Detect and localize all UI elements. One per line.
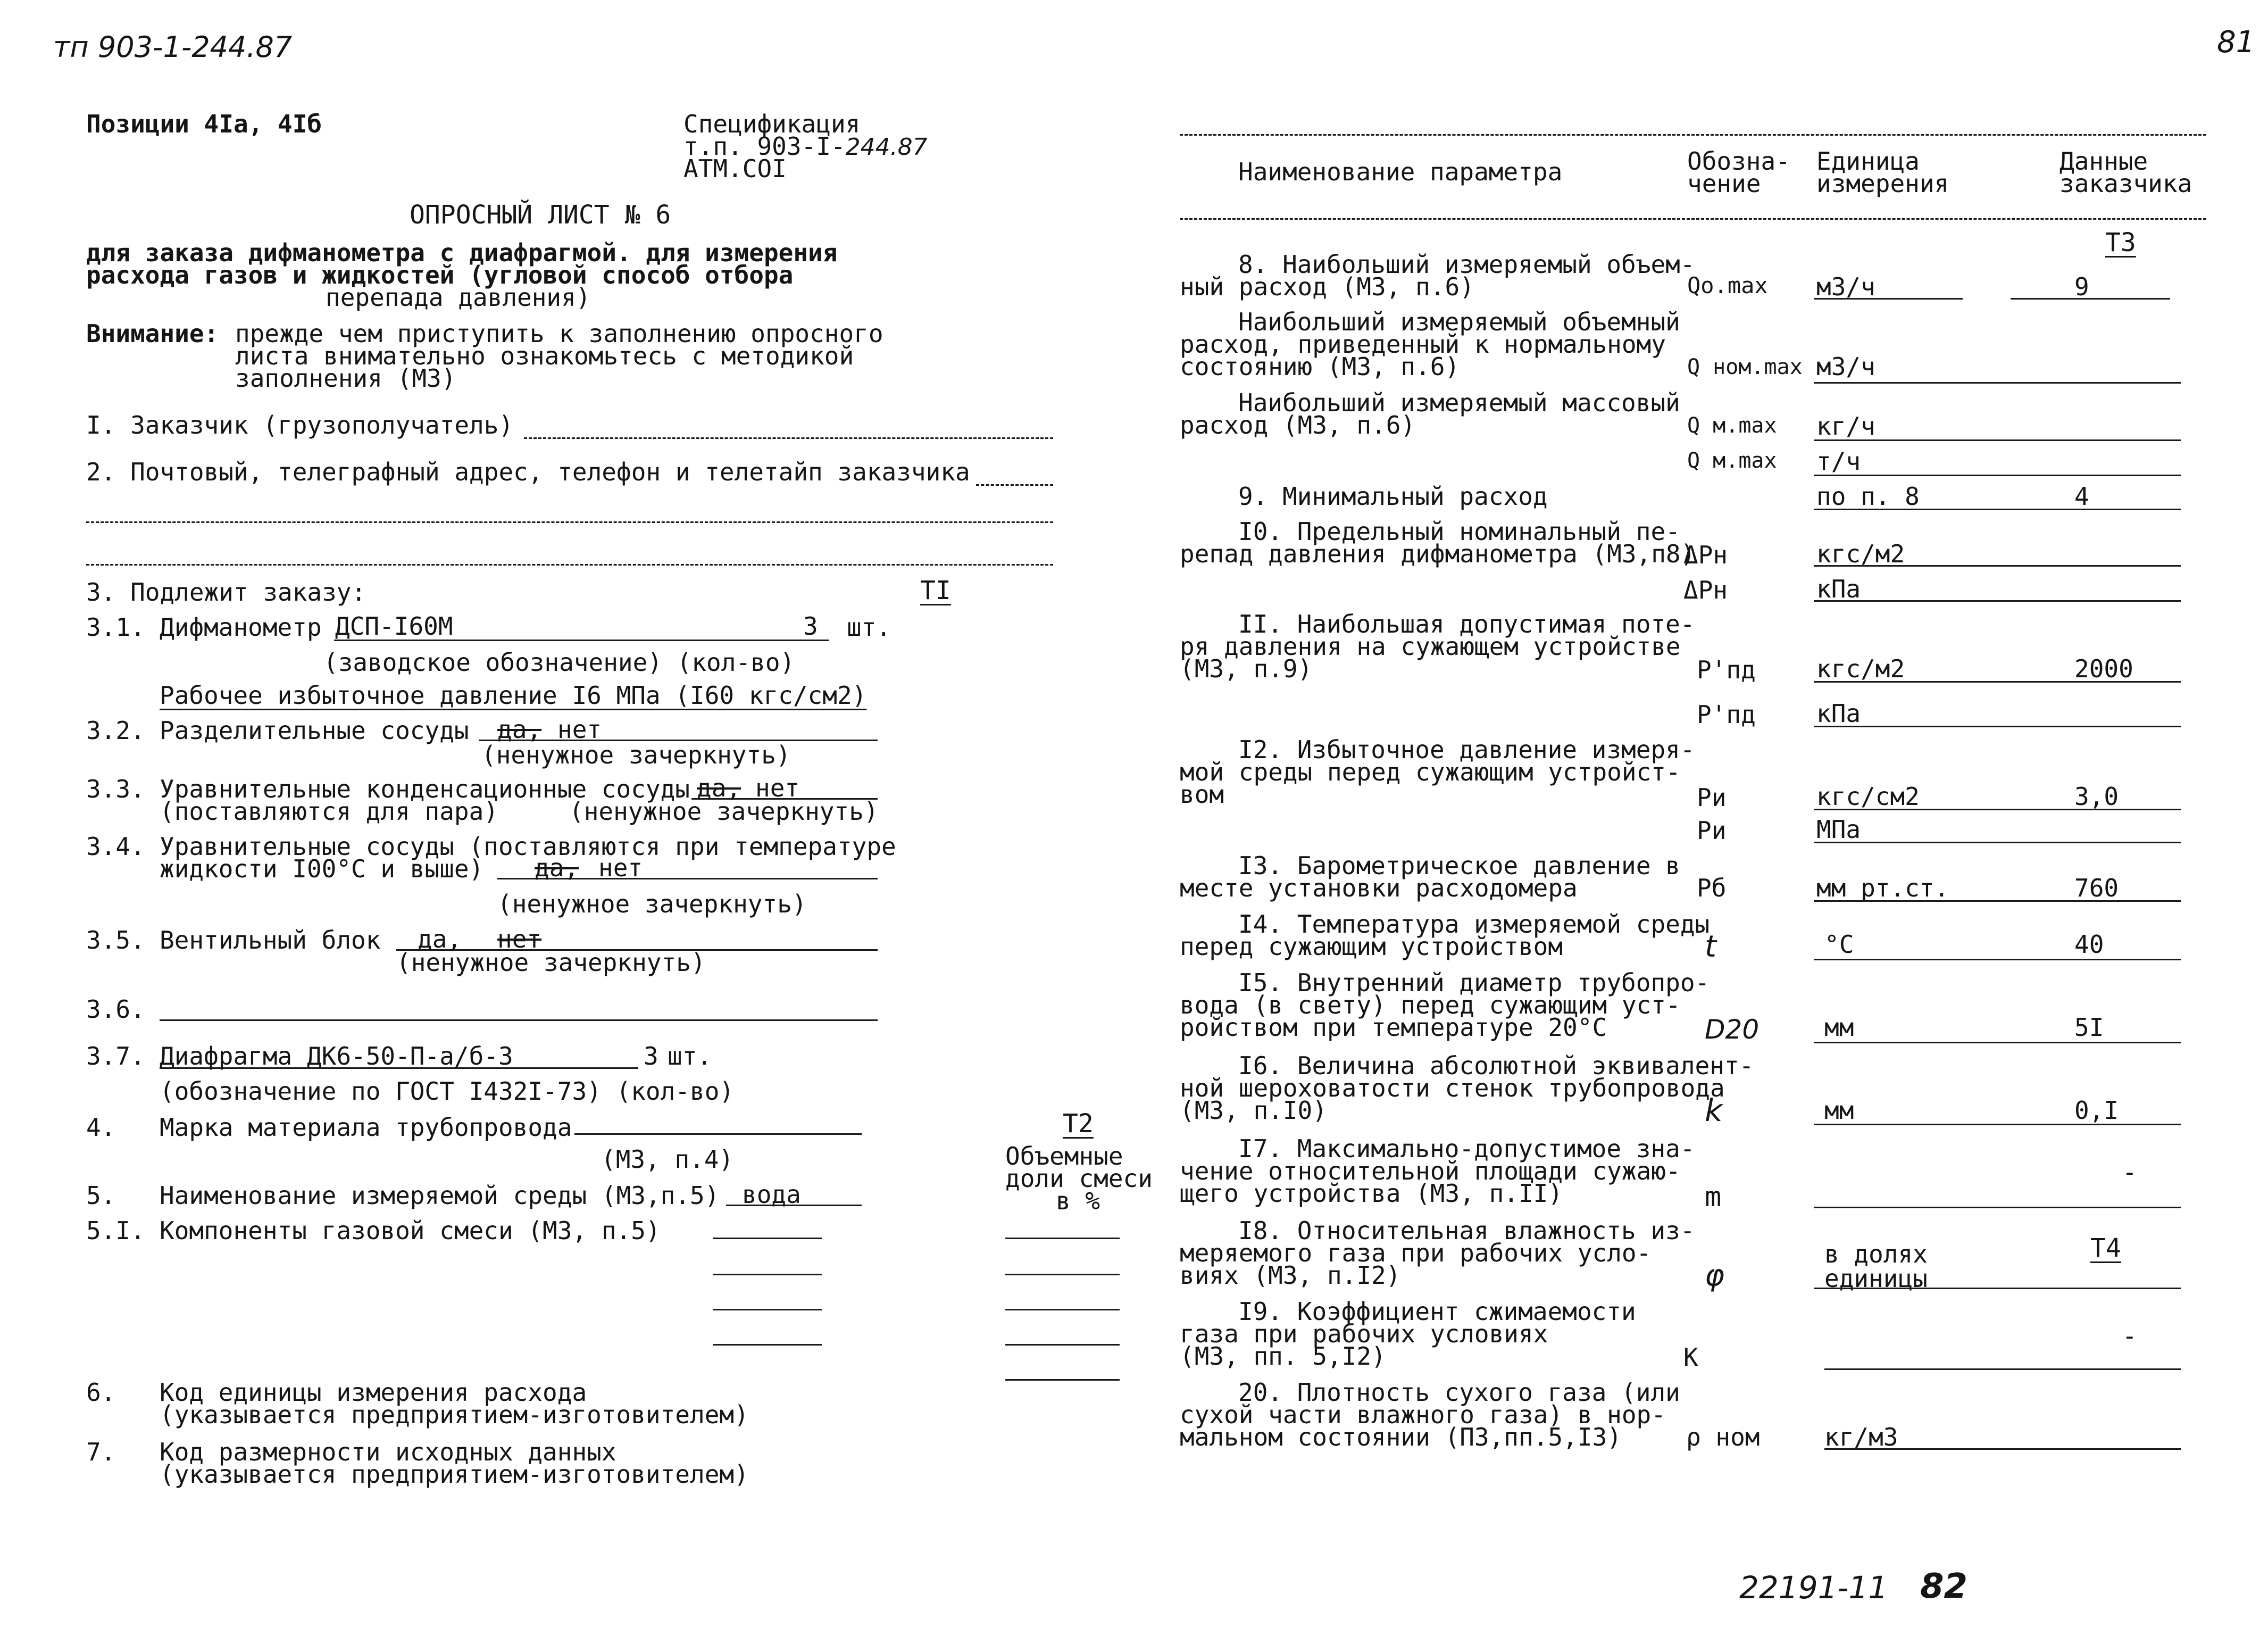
subtitle-line-3: перепада давления) bbox=[326, 283, 591, 312]
row-19-line[interactable] bbox=[1824, 1368, 2181, 1370]
item-5-1-label: Компоненты газовой смеси (МЗ, п.5) bbox=[160, 1216, 661, 1245]
row-16-symbol: k bbox=[1705, 1092, 1723, 1128]
spec-code: АТМ.СОI bbox=[683, 154, 787, 183]
row-11b-symbol: Р'пд bbox=[1697, 700, 1756, 729]
row-18-symbol: φ bbox=[1705, 1258, 1724, 1293]
row-15-value: 5I bbox=[2074, 1013, 2104, 1042]
document-title: ОПРОСНЫЙ ЛИСТ № 6 bbox=[410, 200, 671, 230]
row-10-name-1: I0. Предельный номинальный пе- bbox=[1238, 517, 1680, 546]
row-8-symbol: Qо.max bbox=[1687, 272, 1768, 298]
row-16-value: 0,I bbox=[2074, 1096, 2119, 1125]
row-8c-unit: кг/ч bbox=[1816, 412, 1875, 441]
volume-fractions-label-2: доли смеси bbox=[1005, 1164, 1153, 1193]
gas-fraction-line-5[interactable] bbox=[1005, 1379, 1120, 1381]
column-header-unit-2: измерения bbox=[1816, 169, 1949, 198]
row-11-symbol: Р'пд bbox=[1697, 655, 1756, 684]
item-3-3-yes-struck: да, bbox=[697, 774, 741, 802]
row-13-line[interactable] bbox=[1814, 900, 2181, 902]
item-3-5-yes: да, bbox=[418, 925, 462, 953]
column-header-unit-1: Единица bbox=[1816, 147, 1920, 176]
row-9-line[interactable] bbox=[1814, 509, 2181, 510]
page-number: 81 bbox=[2217, 25, 2255, 60]
row-15-name-1: I5. Внутренний диаметр трубопро- bbox=[1238, 968, 1710, 997]
row-17-symbol: m bbox=[1705, 1181, 1722, 1213]
row-12-line[interactable] bbox=[1814, 809, 2181, 810]
row-20-name-2: сухой части влажного газа) в нор- bbox=[1180, 1400, 1666, 1429]
item-3-1-unit: шт. bbox=[847, 613, 891, 642]
row-15-symbol: D20 bbox=[1705, 1014, 1760, 1045]
subtitle-line-1: для заказа дифманометра с диафрагмой. для измерения bbox=[86, 238, 838, 267]
item-5-value: вода bbox=[742, 1180, 801, 1209]
row-18-name-3: виях (МЗ, п.I2) bbox=[1180, 1261, 1401, 1290]
row-12-symbol: Ри bbox=[1697, 783, 1727, 812]
address-field-line-3[interactable] bbox=[86, 564, 1053, 566]
item-3-5-no-struck: нет bbox=[497, 925, 542, 953]
item-7-label-2: (указывается предприятием-изготовителем) bbox=[160, 1460, 749, 1489]
row-13-symbol: Рб bbox=[1697, 874, 1727, 902]
row-15-unit: мм bbox=[1824, 1013, 1854, 1042]
item-3-4-label-1: Уравнительные сосуды (поставляются при температуре bbox=[160, 832, 896, 861]
row-8c-symbol: Q м.max bbox=[1687, 413, 1777, 438]
row-18-line[interactable] bbox=[1814, 1288, 2181, 1289]
column-header-symbol-2: чение bbox=[1687, 169, 1761, 198]
column-header-data-1: Данные bbox=[2059, 147, 2148, 176]
row-8d-unit: т/ч bbox=[1816, 447, 1861, 476]
row-13-name-2: месте установки расходомера bbox=[1180, 874, 1578, 902]
gas-fraction-line-1[interactable] bbox=[1005, 1238, 1120, 1239]
volume-fractions-label-1: Объемные bbox=[1005, 1142, 1123, 1171]
row-19-name-3: (МЗ, пп. 5,I2) bbox=[1180, 1342, 1386, 1371]
row-14-name-2: перед сужающим устройством bbox=[1180, 932, 1563, 961]
row-9-name-1: 9. Минимальный расход bbox=[1238, 482, 1548, 511]
item-7-number: 7. bbox=[86, 1438, 116, 1466]
item-3-6-line[interactable] bbox=[160, 1019, 878, 1021]
row-20-name-3: мальном состоянии (ПЗ,пп.5,I3) bbox=[1180, 1423, 1622, 1451]
gas-fraction-line-2[interactable] bbox=[1005, 1274, 1120, 1275]
row-14-name-1: I4. Температура измеряемой среды bbox=[1238, 910, 1710, 939]
row-12b-symbol: Ри bbox=[1697, 816, 1727, 845]
row-12-name-2: мой среды перед сужающим устройст- bbox=[1180, 758, 1681, 786]
row-14-line[interactable] bbox=[1814, 959, 2181, 960]
attention-line-2: листа внимательно ознакомьтесь с методикой bbox=[235, 342, 854, 370]
row-8-value: 9 bbox=[2074, 272, 2089, 301]
row-12-name-1: I2. Избыточное давление измеря- bbox=[1238, 735, 1695, 764]
row-16-line[interactable] bbox=[1814, 1124, 2181, 1125]
item-2-address: 2. Почтовый, телеграфный адрес, телефон и телетайп заказчика bbox=[86, 458, 970, 486]
row-8-name-1: 8. Наибольший измеряемый объем- bbox=[1238, 250, 1695, 279]
item-3-7-qty: 3 bbox=[644, 1042, 658, 1070]
row-14-unit: °С bbox=[1824, 930, 1854, 959]
item-3-3-no: нет bbox=[755, 774, 800, 802]
item-6-label-2: (указывается предприятием-изготовителем) bbox=[160, 1400, 749, 1429]
row-10-line[interactable] bbox=[1814, 565, 2181, 567]
row-12-value: 3,0 bbox=[2074, 782, 2119, 811]
gas-component-line-4[interactable] bbox=[713, 1344, 822, 1346]
row-11-unit: кгс/м2 bbox=[1816, 654, 1905, 683]
gas-component-line-1[interactable] bbox=[713, 1238, 822, 1239]
gas-component-line-2[interactable] bbox=[713, 1274, 822, 1275]
item-3-3-note: (ненужное зачеркнуть) bbox=[569, 797, 879, 826]
row-10-symbol: ΔРн bbox=[1683, 541, 1728, 569]
table-top-rule bbox=[1180, 134, 2206, 136]
item-3-3-sub: (поставляются для пара) bbox=[160, 797, 498, 826]
item-3-5-number: 3.5. bbox=[86, 926, 145, 954]
row-16-name-1: I6. Величина абсолютной эквивалент- bbox=[1238, 1051, 1754, 1080]
row-17-value: - bbox=[2122, 1158, 2137, 1186]
column-header-data-2: заказчика bbox=[2059, 169, 2192, 198]
row-8b-line[interactable] bbox=[1814, 382, 2181, 384]
item-3-1-number: 3.1. bbox=[86, 613, 145, 642]
row-11b-line[interactable] bbox=[1814, 726, 2181, 727]
row-18-name-2: меряемого газа при рабочих усло- bbox=[1180, 1239, 1652, 1267]
row-13-unit: мм рт.ст. bbox=[1816, 874, 1949, 902]
row-10b-line[interactable] bbox=[1814, 600, 2181, 602]
row-17-name-1: I7. Максимально-допустимое зна- bbox=[1238, 1134, 1695, 1163]
row-12-unit: кгс/см2 bbox=[1816, 782, 1920, 811]
item-3-2-note: (ненужное зачеркнуть) bbox=[481, 741, 791, 769]
item-3-2-no: нет bbox=[557, 715, 602, 744]
row-8b-name-1: Наибольший измеряемый объемный bbox=[1238, 308, 1680, 336]
footer-page-number: 82 bbox=[1920, 1567, 1968, 1606]
table-mark-t1: TI bbox=[920, 576, 951, 605]
row-14-symbol: t bbox=[1705, 929, 1716, 964]
row-16-name-3: (МЗ, п.I0) bbox=[1180, 1096, 1327, 1125]
table-header-rule bbox=[1180, 218, 2206, 220]
row-10b-symbol: ΔРн bbox=[1683, 576, 1728, 604]
item-3-1-model-line bbox=[334, 640, 829, 641]
item-3-7-note: (обозначение по ГОСТ I432I-73) (кол-во) bbox=[160, 1077, 735, 1106]
item-3-5-note: (ненужное зачеркнуть) bbox=[396, 948, 706, 977]
item-3-4-label-2: жидкости I00°С и выше) bbox=[160, 854, 484, 883]
item-3-1-note: (заводское обозначение) (кол-во) bbox=[323, 648, 795, 677]
row-17-line[interactable] bbox=[1814, 1207, 2181, 1208]
row-8-value-line[interactable] bbox=[2011, 298, 2170, 300]
column-header-parameter: Наименование параметра bbox=[1238, 157, 1563, 186]
attention-label: Внимание: bbox=[86, 319, 219, 348]
row-19-name-1: I9. Коэффициент сжимаемости bbox=[1238, 1297, 1636, 1326]
row-8b-name-2: расход, приведенный к нормальному bbox=[1180, 330, 1666, 359]
gas-fraction-line-3[interactable] bbox=[1005, 1309, 1120, 1310]
item-3-4-number: 3.4. bbox=[86, 832, 145, 861]
row-13-value: 760 bbox=[2074, 874, 2119, 902]
row-16-name-2: ной шероховатости стенок трубопровода bbox=[1180, 1074, 1725, 1102]
item-3-1-qty: 3 bbox=[803, 612, 818, 641]
row-20-line[interactable] bbox=[1824, 1448, 2181, 1450]
row-11-value: 2000 bbox=[2074, 654, 2133, 683]
customer-field-line[interactable] bbox=[524, 437, 1053, 439]
row-13-name-1: I3. Барометрическое давление в bbox=[1238, 851, 1680, 880]
item-4-number: 4. bbox=[86, 1113, 116, 1142]
row-11-name-1: II. Наибольшая допустимая поте- bbox=[1238, 610, 1695, 638]
item-3-3-number: 3.3. bbox=[86, 775, 145, 803]
item-4-label: Марка материала трубопровода bbox=[160, 1113, 572, 1142]
item-3-4-yes-struck: да, bbox=[535, 853, 579, 882]
item-3-1-working-pressure: Рабочее избыточное давление I6 МПа (I60 кгс/см2) bbox=[160, 681, 867, 710]
item-3-7-diaphragm: Диафрагма ДК6-50-П-а/б-3 bbox=[160, 1042, 513, 1070]
row-12-name-3: вом bbox=[1180, 780, 1224, 809]
row-11-name-3: (МЗ, п.9) bbox=[1180, 654, 1313, 683]
spec-project: т.п. 903-I-244.87 bbox=[683, 132, 928, 161]
item-6-label-1: Код единицы измерения расхода bbox=[160, 1378, 587, 1407]
row-18-unit: в долях единицы bbox=[1824, 1240, 1928, 1293]
row-15-name-3: ройством при температуре 20°С bbox=[1180, 1013, 1607, 1042]
attention-line-3: заполнения (МЗ) bbox=[235, 364, 456, 393]
item-3-2-label: Разделительные сосуды bbox=[160, 716, 469, 745]
row-8b-name-3: состоянию (МЗ, п.6) bbox=[1180, 352, 1460, 381]
item-3-1-model: ДСП-I60М bbox=[335, 612, 453, 641]
row-18-name-1: I8. Относительная влажность из- bbox=[1238, 1216, 1695, 1245]
row-10-unit: кгс/м2 bbox=[1816, 539, 1905, 568]
table-mark-t3: Т3 bbox=[2105, 228, 2136, 258]
row-15-name-2: вода (в свету) перед сужающим уст- bbox=[1180, 991, 1681, 1019]
address-field-line-1[interactable] bbox=[976, 484, 1053, 486]
row-15-line[interactable] bbox=[1814, 1042, 2181, 1043]
address-field-line-2[interactable] bbox=[86, 521, 1053, 523]
item-3-to-order: 3. Подлежит заказу: bbox=[86, 578, 366, 607]
row-11-name-2: ря давления на сужающем устройстве bbox=[1180, 632, 1681, 661]
item-3-4-no: нет bbox=[598, 853, 643, 882]
row-17-name-2: чение относительной площади сужаю- bbox=[1180, 1157, 1681, 1185]
row-8b-symbol: Q ном.max bbox=[1687, 355, 1803, 379]
row-8c-line[interactable] bbox=[1814, 439, 2181, 441]
item-7-label-1: Код размерности исходных данных bbox=[160, 1438, 616, 1466]
row-11b-unit: кПа bbox=[1816, 699, 1861, 728]
column-header-symbol-1: Обозна- bbox=[1687, 147, 1790, 176]
row-8b-unit: м3/ч bbox=[1816, 352, 1875, 381]
positions-heading: Позиции 4Iа, 4Iб bbox=[86, 110, 322, 138]
item-3-3-label: Уравнительные конденсационные сосуды bbox=[160, 775, 690, 803]
table-mark-t2: Т2 bbox=[1063, 1109, 1094, 1139]
row-19-symbol: К bbox=[1683, 1343, 1698, 1372]
row-12b-line[interactable] bbox=[1814, 842, 2181, 843]
row-10-name-2: репад давления дифманометра (МЗ,п8) bbox=[1180, 539, 1696, 568]
item-3-1-label: Дифманометр bbox=[160, 613, 322, 642]
row-8-unit: м3/ч bbox=[1816, 272, 1875, 301]
item-3-7-unit: шт. bbox=[668, 1042, 712, 1070]
row-11-line[interactable] bbox=[1814, 681, 2181, 683]
row-8c-name-1: Наибольший измеряемый массовый bbox=[1238, 388, 1680, 417]
item-5-label: Наименование измеряемой среды (МЗ,п.5) bbox=[160, 1181, 720, 1210]
row-8-unit-line bbox=[1814, 298, 1963, 300]
row-19-value: - bbox=[2122, 1322, 2137, 1350]
row-9-value: 4 bbox=[2074, 482, 2089, 511]
table-mark-t4: Т4 bbox=[2090, 1233, 2121, 1263]
item-3-6-number: 3.6. bbox=[86, 995, 145, 1024]
row-20-name-1: 20. Плотность сухого газа (или bbox=[1238, 1378, 1680, 1407]
item-3-2-yes-struck: да, bbox=[497, 715, 542, 744]
gas-fraction-line-4[interactable] bbox=[1005, 1344, 1120, 1346]
row-8d-line[interactable] bbox=[1814, 475, 2181, 476]
subtitle-line-2: расхода газов и жидкостей (угловой способ отбора bbox=[86, 261, 794, 289]
item-3-5-label: Вентильный блок bbox=[160, 926, 381, 954]
spec-label: Спецификация bbox=[683, 110, 861, 138]
item-3-4-note: (ненужное зачеркнуть) bbox=[497, 890, 807, 918]
item-3-7-number: 3.7. bbox=[86, 1042, 145, 1070]
item-6-number: 6. bbox=[86, 1378, 116, 1407]
item-3-7-line bbox=[160, 1067, 638, 1069]
item-1-customer: I. Заказчик (грузополучатель) bbox=[86, 411, 514, 439]
item-5-number: 5. bbox=[86, 1181, 116, 1210]
item-4-line[interactable] bbox=[574, 1133, 862, 1135]
handwritten-doc-number: тп 903-1-244.87 bbox=[53, 30, 293, 64]
volume-fractions-label-3: в % bbox=[1056, 1186, 1100, 1215]
row-19-name-2: газа при рабочих условиях bbox=[1180, 1319, 1548, 1348]
row-12b-unit: МПа bbox=[1816, 815, 1861, 844]
item-3-2-number: 3.2. bbox=[86, 716, 145, 745]
row-14-value: 40 bbox=[2074, 930, 2104, 959]
item-5-1-number: 5.I. bbox=[86, 1216, 145, 1245]
item-3-4-line bbox=[497, 878, 878, 879]
row-16-unit: мм bbox=[1824, 1096, 1854, 1125]
row-17-name-3: щего устройства (МЗ, п.II) bbox=[1180, 1179, 1563, 1208]
row-8d-symbol: Q м.max bbox=[1687, 449, 1777, 473]
footer-stamp-number: 22191-11 bbox=[1739, 1570, 1888, 1606]
row-9-unit: по п. 8 bbox=[1816, 482, 1920, 511]
row-20-symbol: ρ ном bbox=[1686, 1423, 1760, 1451]
attention-line-1: прежде чем приступить к заполнению опросного bbox=[235, 319, 883, 348]
row-20-unit: кг/м3 bbox=[1824, 1423, 1898, 1451]
row-8c-name-2: расход (МЗ, п.6) bbox=[1180, 411, 1416, 439]
row-8-name-2: ный расход (МЗ, п.6) bbox=[1180, 272, 1474, 301]
item-5-line bbox=[726, 1205, 862, 1206]
item-4-note: (МЗ, п.4) bbox=[601, 1145, 734, 1174]
row-10b-unit: кПа bbox=[1816, 575, 1861, 603]
gas-component-line-3[interactable] bbox=[713, 1309, 822, 1310]
